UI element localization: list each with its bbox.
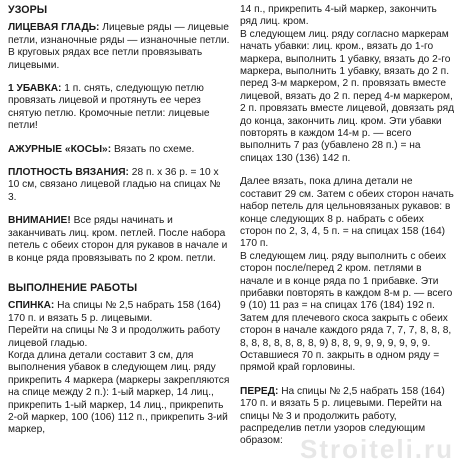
paragraph-back bbox=[8, 300, 230, 325]
paragraph-gauge bbox=[8, 167, 230, 204]
text-back-1: На спицы № 2,5 набрать 158 (164) 170 п. и вязать 5 р. лицевыми. bbox=[8, 300, 221, 324]
text-decrease: 1 п. снять, следующую петлю провязать лицевой и протянуть ее через снятую петлю. Кромочные петли: лицевые петли! bbox=[8, 83, 210, 132]
text-front: На спицы № 2,5 набрать 158 (164) 170 п. и вязать 5 р. лицевыми. Перейти на спицы № 3 и продолжить работу, распределив петли узоров следующим образом: bbox=[240, 385, 445, 447]
text-right-5: Затем для плечевого скоса закрыть с обеих сторон в начале каждого ряда 7, 7, 7, 8, 8, 8, 8, 8, 8, 8, 8, 8, 8, 9) 8, 8, 9, 9, 9, 9, 9, 9, 9. Оставшиеся 70 п. закрыть в одном ряду = прямой край горловины. bbox=[240, 312, 452, 374]
label-attention: ВНИМАНИЕ! bbox=[8, 215, 71, 227]
text-back-2: Перейти на спицы № 3 и продолжить работу лицевой гладью. bbox=[8, 325, 221, 349]
text-right-1: 14 п., прикрепить 4-ый маркер, закончить ряд лиц. кром. bbox=[240, 4, 437, 28]
text-back-3: Когда длина детали составит 3 см, для выполнения убавок в следующем лиц. ряду прикрепить 4 маркера (маркеры закрепляются на спице между 2 п.): 1-ый маркер, 14 лиц., прикрепить 1-ый маркер, 14 лиц., прикрепить 2-ой маркер, 100 (106) 112 п., прикрепить 3-ий маркер, bbox=[8, 349, 230, 436]
label-back: СПИНКА: bbox=[8, 300, 55, 312]
paragraph-attention bbox=[8, 215, 230, 265]
text-gauge: 28 п. x 36 р. = 10 x 10 см, связано лицевой гладью на спицах № 3. bbox=[8, 167, 221, 203]
text-attention: Все ряды начинать и заканчивать лиц. кром. петлей. После набора петель с обеих сторон для рукавов в начале и в конце ряда провязывать по 2 кром. петли. bbox=[8, 215, 228, 264]
heading-work: ВЫПОЛНЕНИЕ РАБОТЫ bbox=[8, 281, 138, 294]
label-decrease: 1 УБАВКА: bbox=[8, 83, 62, 95]
text-right-3: Далее вязать, пока длина детали не составит 29 см. Затем с обеих сторон начать набор петель для цельновязаных рукавов: в конце следующих 8 р. набрать с обеих сторон по 2, 3, 4, 5 п. = на спицах 158 (164) 170 п. bbox=[240, 176, 454, 250]
left-column bbox=[8, 4, 230, 437]
text-stockinette: Лицевые ряды — лицевые петли, изнаночные ряды — изнаночные петли. В круговых рядах все петли провязывать лицевыми. bbox=[8, 22, 230, 71]
label-gauge: ПЛОТНОСТЬ ВЯЗАНИЯ: bbox=[8, 167, 129, 179]
paragraph-lace bbox=[8, 144, 230, 156]
label-front: ПЕРЕД: bbox=[240, 385, 279, 397]
text-right-4: В следующем лиц. ряду выполнить с обеих сторон после/перед 2 кром. петлями в начале и в конце ряда по 1 прибавке. Эти прибавки повторять в каждом 8-м р. — всего 9 (10) 11 раз = на спицах 176 (184) 192 п. bbox=[240, 250, 453, 312]
paragraph-stockinette bbox=[8, 22, 230, 72]
watermark: Stroiteli.ru bbox=[300, 438, 455, 460]
right-column bbox=[240, 4, 456, 448]
label-lace: АЖУРНЫЕ «КОСЫ»: bbox=[8, 143, 112, 155]
label-stockinette: ЛИЦЕВАЯ ГЛАДЬ: bbox=[8, 22, 100, 34]
heading-patterns: УЗОРЫ bbox=[8, 4, 48, 16]
text-right-2: В следующем лиц. ряду согласно маркерам начать убавки: лиц. кром., вязать до 1-го маркера, выполнить 1 убавку, вязать до 2-го маркера, выполнить 1 убавку, вязать до 2 п. перед 3-м маркером, 2 п. провязать вместе лицевой, вязать до 2 п. перед 4-м маркером, 2 п. провязать вместе лицевой, довязать ряд до конца, закончить лиц. кром. Эти убавки повторять в каждом 14-м р. — всего выполнить 7 раз (убавлено 28 п.) = на спицах 130 (136) 142 п. bbox=[240, 28, 455, 164]
text-lace: Вязать по схеме. bbox=[113, 143, 195, 155]
paragraph-decrease bbox=[8, 83, 230, 133]
